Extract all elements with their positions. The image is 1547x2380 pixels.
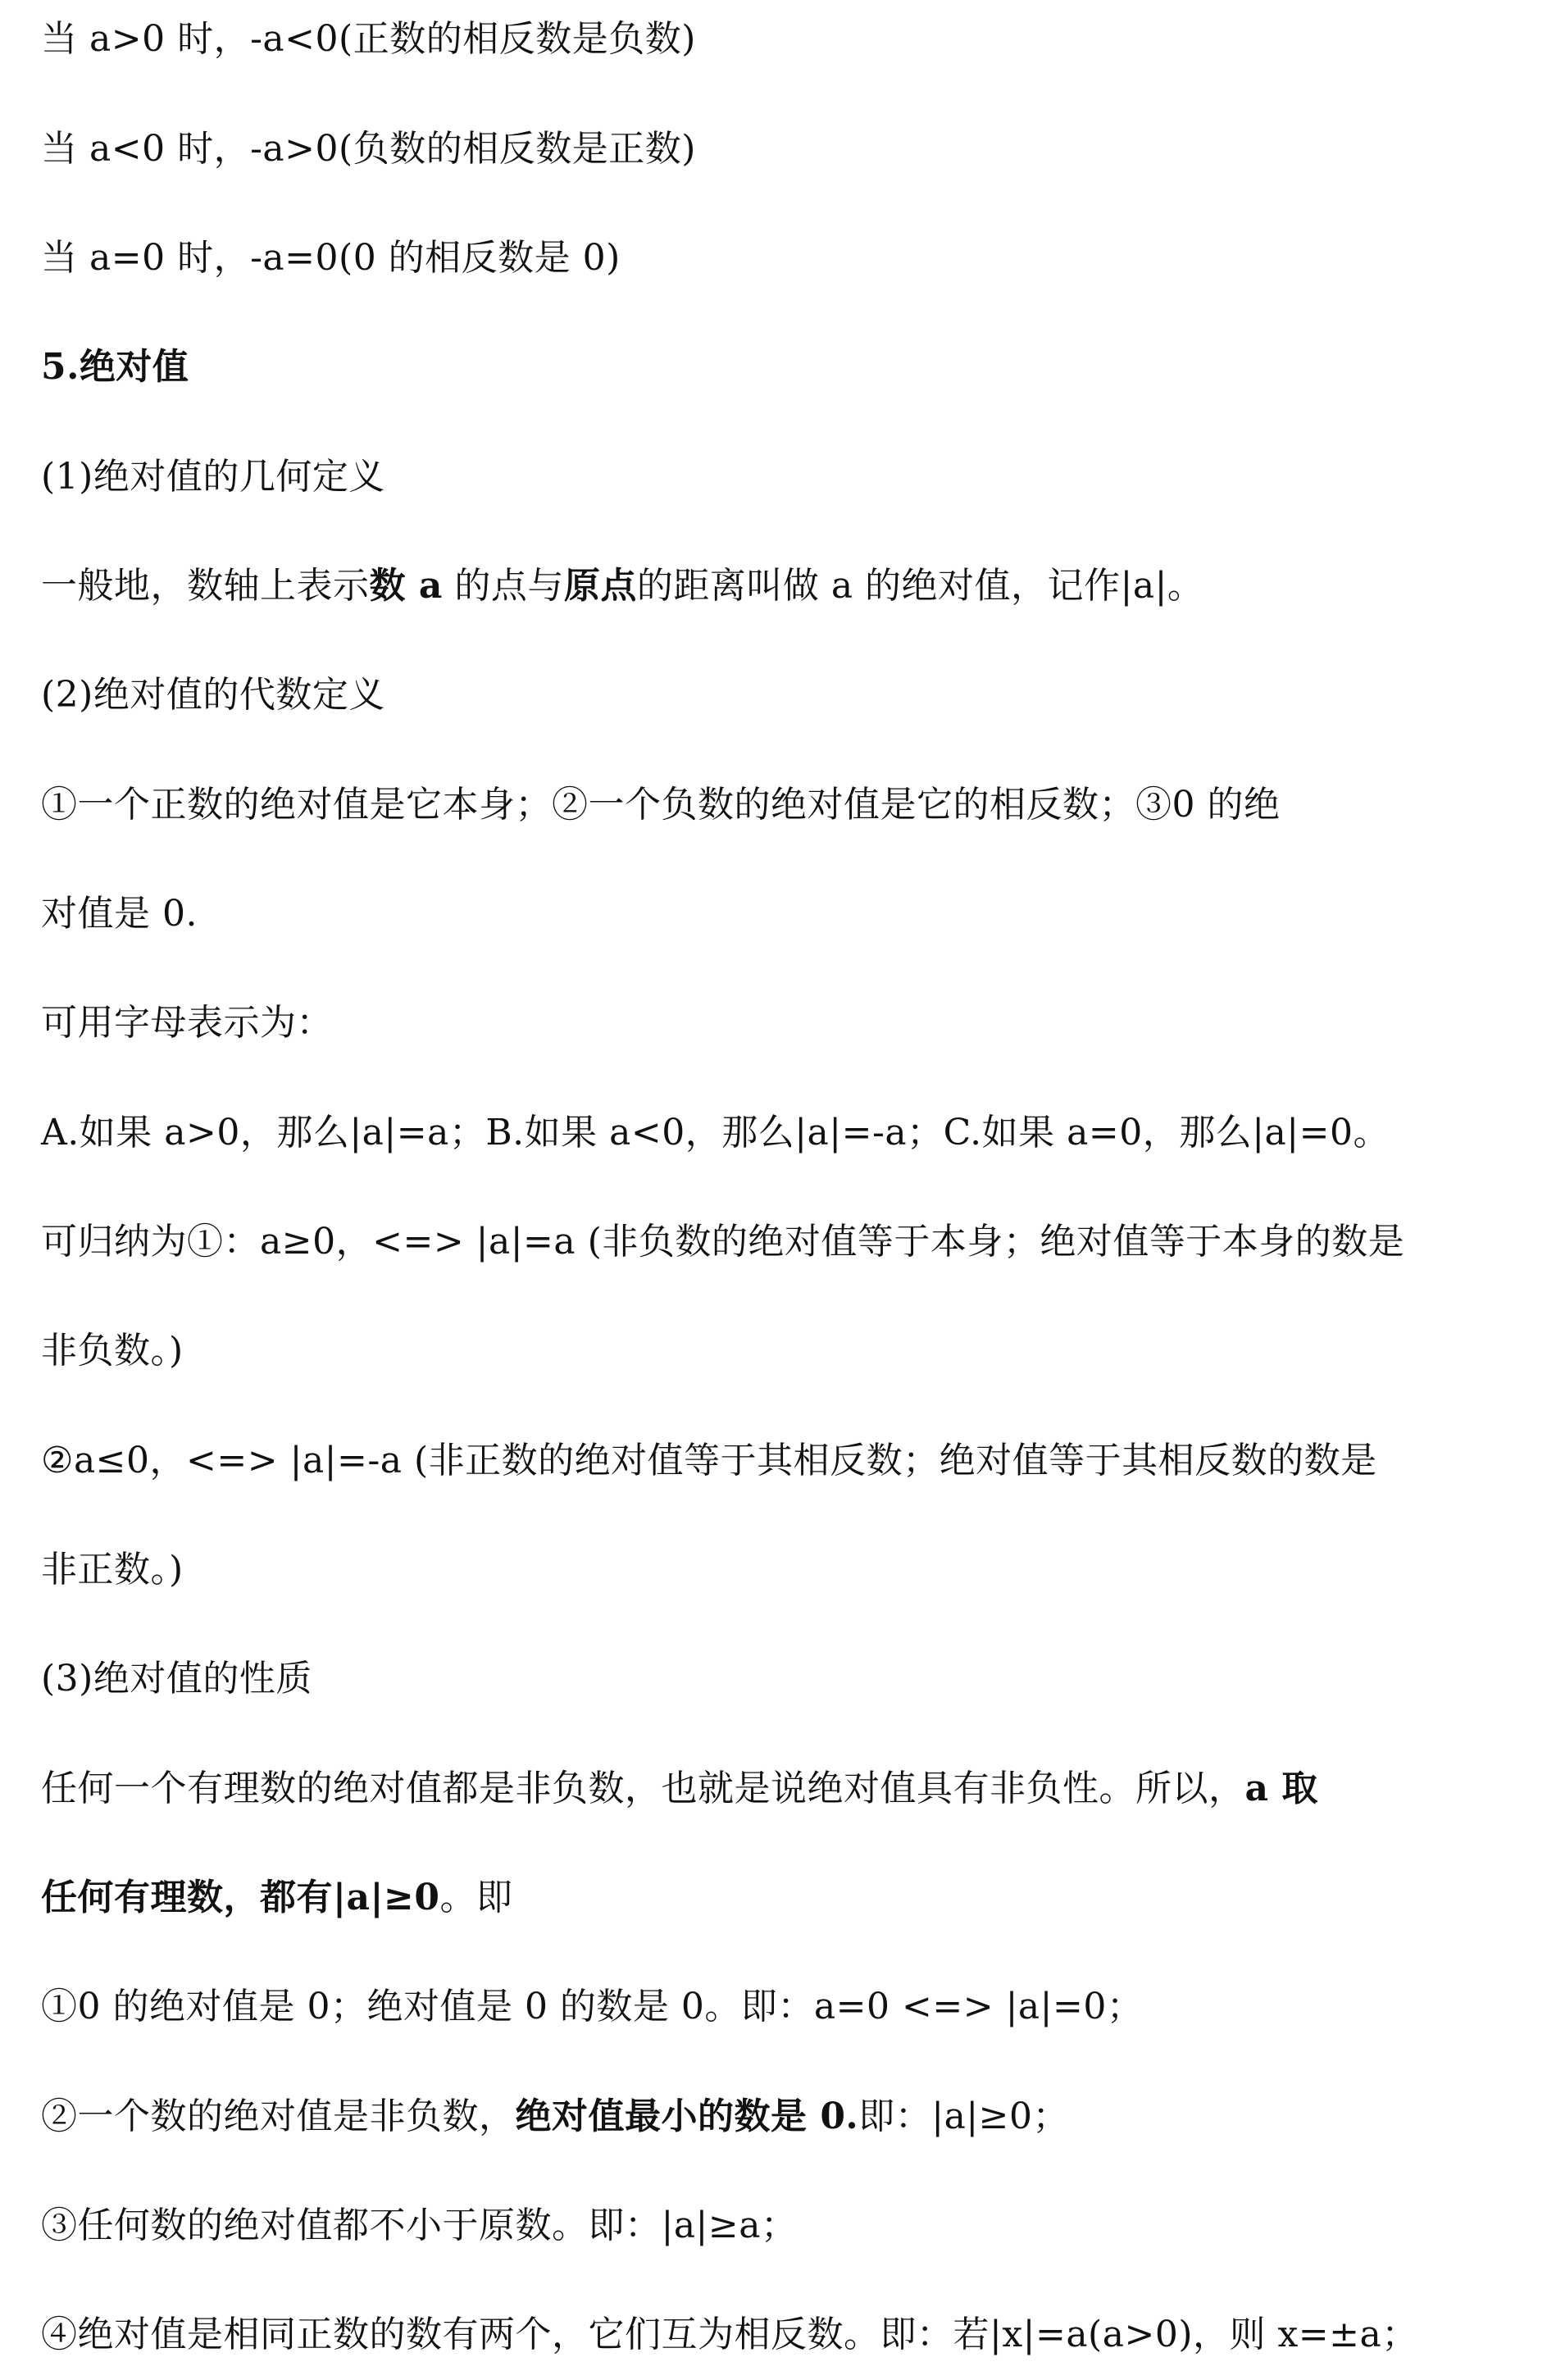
text-run: ④绝对值是相同正数的数有两个，它们互为相反数。即：若|x|=a(a>0)，则 x=±a； <box>41 2314 1418 2355</box>
text-run: 的点与 <box>442 565 564 607</box>
text-run: 当 a<0 时，-a>0(负数的相反数是正数) <box>41 128 696 170</box>
text-line <box>41 890 198 939</box>
text-run: 对值是 0. <box>41 893 198 935</box>
text-line <box>41 780 1280 830</box>
text-run: 的距离叫做 a 的绝对值，记作|a|。 <box>636 565 1204 607</box>
text-line <box>41 234 621 283</box>
text-line <box>41 2310 1418 2360</box>
text-run: ③任何数的绝对值都不小于原数。即：|a|≥a； <box>41 2205 798 2246</box>
text-line <box>41 125 696 174</box>
bold-text: a 取 <box>1244 1768 1318 1809</box>
subsection-heading <box>41 671 385 720</box>
bold-text: 数 a <box>369 565 443 607</box>
subsection-heading <box>41 453 385 502</box>
text-line <box>41 1327 184 1376</box>
text-line <box>41 2201 797 2250</box>
subsection-heading <box>41 1654 312 1704</box>
text-run: 即：|a|≥0； <box>858 2096 1070 2137</box>
text-line <box>41 562 1203 611</box>
section-heading <box>41 343 189 392</box>
text-run: A.如果 a>0，那么|a|=a；B.如果 a<0，那么|a|=-a；C.如果 a=0，那么|a|=0。 <box>41 1112 1390 1154</box>
text-line <box>41 1982 1143 2032</box>
text-run: (1)绝对值的几何定义 <box>41 456 385 498</box>
text-run: (2)绝对值的代数定义 <box>41 674 385 716</box>
text-run: 非正数。) <box>41 1549 184 1590</box>
text-run: ①0 的绝对值是 0；绝对值是 0 的数是 0。即：a=0 <=> |a|=0； <box>41 1986 1144 2027</box>
text-run: 当 a=0 时，-a=0(0 的相反数是 0) <box>41 237 621 279</box>
text-line <box>41 1545 184 1595</box>
bold-text: 绝对值最小的数是 0. <box>515 2096 859 2137</box>
text-line <box>41 1436 1377 1486</box>
bold-text: 5.绝对值 <box>41 346 189 388</box>
text-run: 任何一个有理数的绝对值都是非负数，也就是说绝对值具有非负性。所以， <box>41 1768 1245 1809</box>
text-line <box>41 15 696 64</box>
text-run: 可用字母表示为： <box>41 1002 333 1044</box>
text-line <box>41 1873 513 1923</box>
text-run: ②一个数的绝对值是非负数， <box>41 2096 516 2137</box>
text-line <box>41 1217 1404 1267</box>
text-run: 非负数。) <box>41 1330 184 1372</box>
text-line <box>41 999 333 1048</box>
text-line <box>41 1108 1390 1158</box>
bold-text: 原点 <box>563 565 637 607</box>
text-run: (3)绝对值的性质 <box>41 1658 312 1700</box>
text-run: ②a≤0，<=> |a|=-a (非正数的绝对值等于其相反数；绝对值等于其相反数的数是 <box>41 1440 1377 1481</box>
text-line <box>41 1764 1318 1813</box>
text-line <box>41 2092 1069 2141</box>
bold-text: 任何有理数，都有|a|≥0 <box>41 1877 440 1918</box>
text-run: 一般地，数轴上表示 <box>41 565 370 607</box>
text-run: 。即 <box>439 1877 513 1918</box>
text-run: ①一个正数的绝对值是它本身；②一个负数的绝对值是它的相反数；③0 的绝 <box>41 784 1281 826</box>
text-run: 当 a>0 时，-a<0(正数的相反数是负数) <box>41 18 696 60</box>
text-run: 可归纳为①：a≥0，<=> |a|=a (非负数的绝对值等于本身；绝对值等于本身的数是 <box>41 1221 1405 1263</box>
